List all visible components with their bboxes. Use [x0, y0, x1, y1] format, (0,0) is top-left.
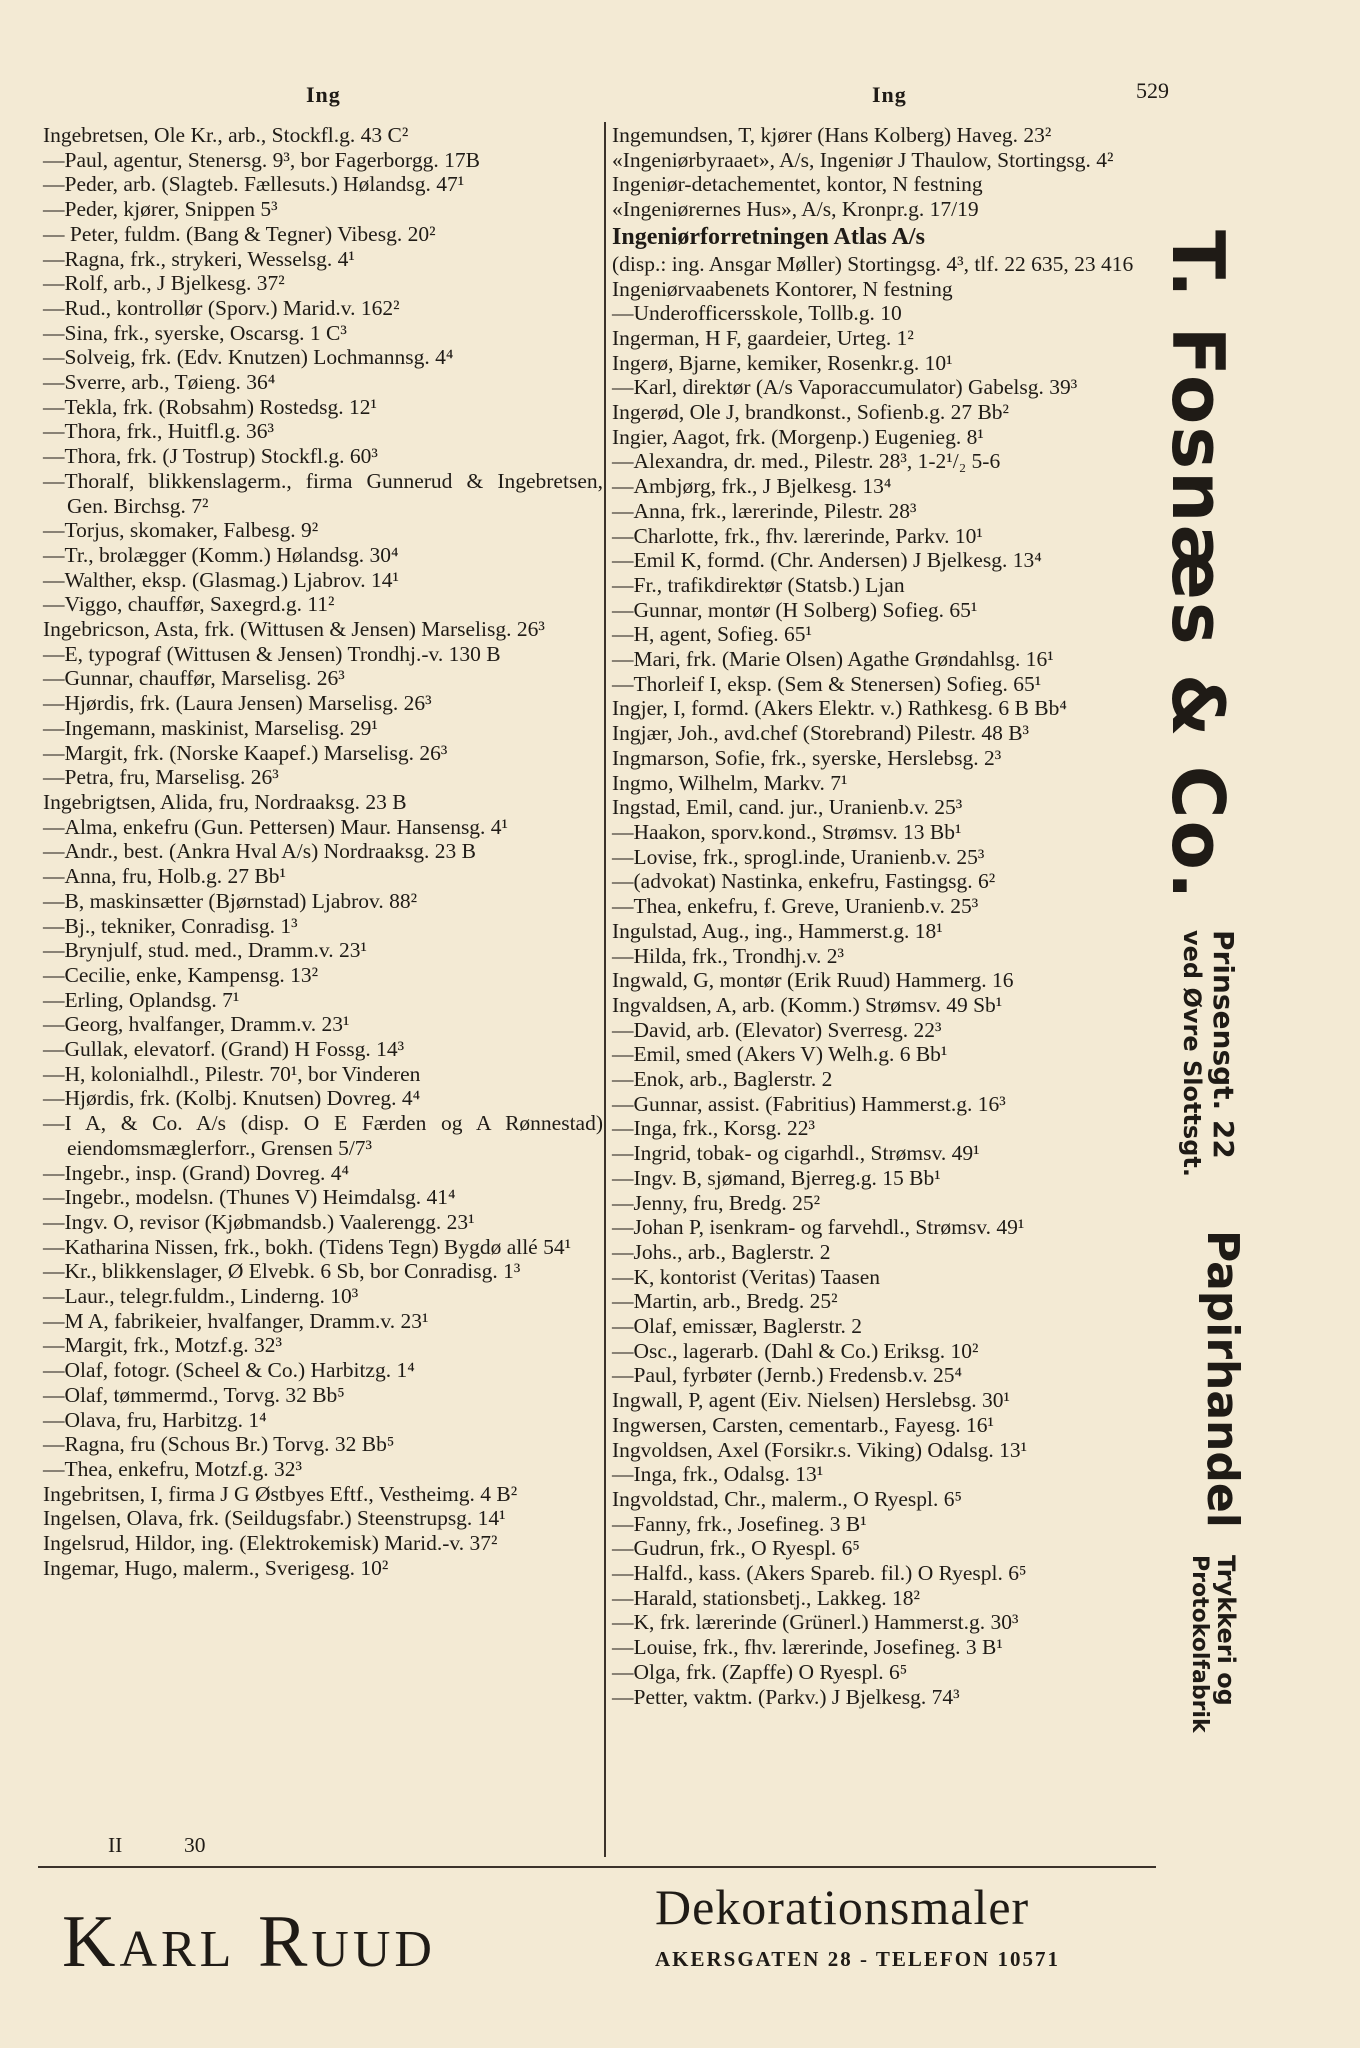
directory-entry: —Margit, frk. (Norske Kaapef.) Marselisg. 26³: [43, 740, 448, 765]
directory-entry: —E, typograf (Wittusen & Jensen) Trondhj.-v. 130 B: [43, 641, 501, 666]
directory-entry: —Alma, enkefru (Gun. Pettersen) Maur. Hansensg. 4¹: [43, 814, 509, 839]
directory-entry: —Andr., best. (Ankra Hval A/s) Nordraaksg. 23 B: [43, 839, 476, 864]
directory-entry: «Ingeniørbyraaet», A/s, Ingeniør J Thaulow, Stortingsg. 4²: [612, 147, 1114, 172]
directory-entry: Ingebretsen, Ole Kr., arb., Stockfl.g. 43 C²: [43, 123, 409, 147]
directory-entry: —Fr., trafikdirektør (Statsb.) Ljan: [612, 572, 905, 597]
directory-entry: —Petra, fru, Marselisg. 26³: [43, 765, 279, 790]
side-ad-trade-line3: Protokolfabrik: [1187, 1555, 1212, 1733]
right-column: [612, 123, 1177, 1709]
directory-entry: —Hjørdis, frk. (Laura Jensen) Marselisg. 26³: [43, 691, 432, 716]
side-ad-company-name: T. Fosnæs & Co.: [1156, 230, 1240, 902]
directory-entry: — Peter, fuldm. (Bang & Tegner) Vibesg. 20²: [43, 221, 436, 246]
directory-entry: —Halfd., kass. (Akers Spareb. fil.) O Ryespl. 6⁵: [612, 1561, 1027, 1586]
directory-entry: —Paul, agentur, Stenersg. 9³, bor Fagerborgg. 17B: [43, 147, 480, 172]
directory-entry: —Olaf, emissær, Baglerstr. 2: [612, 1314, 862, 1339]
directory-entry: —Inga, frk., Odalsg. 13¹: [612, 1462, 824, 1487]
directory-entry: —Olava, fru, Harbitzg. 1⁴: [43, 1407, 267, 1432]
directory-entry: —Martin, arb., Bredg. 25²: [612, 1289, 838, 1314]
directory-entry: —Brynjulf, stud. med., Dramm.v. 23¹: [43, 938, 367, 963]
directory-entry: Ingelsen, Olava, frk. (Seildugsfabr.) Steenstrupsg. 14¹: [43, 1506, 506, 1531]
directory-entry: «Ingeniørernes Hus», A/s, Kronpr.g. 17/19: [612, 197, 979, 222]
directory-entry: —H, kolonialhdl., Pilestr. 70¹, bor Vinderen: [43, 1061, 421, 1086]
page-number: 529: [1136, 78, 1169, 103]
directory-entry: Ingjær, Joh., avd.chef (Storebrand) Pilestr. 48 B³: [612, 721, 1030, 746]
bottom-divider: [38, 1866, 1156, 1868]
directory-entry: Ingerman, H F, gaardeier, Urteg. 1²: [612, 325, 914, 350]
directory-entry: —Thea, enkefru, Motzf.g. 32³: [43, 1456, 302, 1481]
side-ad-address-line1: Prinsensgt. 22: [1207, 930, 1240, 1159]
directory-entry: Ingemundsen, T, kjører (Hans Kolberg) Haveg. 23²: [612, 123, 1052, 147]
directory-entry: —I A, & Co. A/s (disp. O E Færden og A Rønnestad) eiendomsmæglerforr., Grensen 5/7³: [43, 1111, 603, 1160]
directory-entry: Ingemar, Hugo, malerm., Sverigesg. 10²: [43, 1555, 389, 1580]
directory-entry: —Gunnar, montør (H Solberg) Sofieg. 65¹: [612, 597, 978, 622]
directory-entry: —Karl, direktør (A/s Vaporaccumulator) Gabelsg. 39³: [612, 375, 1078, 400]
directory-entry: —Kr., blikkenslager, Ø Elvebk. 6 Sb, bor Conradisg. 1³: [43, 1259, 521, 1284]
directory-entry: —David, arb. (Elevator) Sverresg. 22³: [612, 1017, 942, 1042]
directory-entry: —Ambjørg, frk., J Bjelkesg. 13⁴: [612, 474, 892, 499]
directory-entry: —Ingebr., insp. (Grand) Dovreg. 4⁴: [43, 1160, 350, 1185]
directory-entry: Ingvoldstad, Chr., malerm., O Ryespl. 6⁵: [612, 1486, 963, 1511]
directory-entry: —Charlotte, frk., fhv. lærerinde, Parkv. 10¹: [612, 523, 983, 548]
directory-entry: —Anna, frk., lærerinde, Pilestr. 28³: [612, 498, 917, 523]
directory-entry: Ingmarson, Sofie, frk., syerske, Herslebsg. 2³: [612, 745, 1002, 770]
directory-entry: —Ingebr., modelsn. (Thunes V) Heimdalsg. 41⁴: [43, 1185, 456, 1210]
directory-entry: —Thorleif I, eksp. (Sem & Stenersen) Sofieg. 65¹: [612, 671, 1042, 696]
directory-entry: Ingvaldsen, A, arb. (Komm.) Strømsv. 49 Sb¹: [612, 992, 1003, 1017]
bottom-ad-name: Karl Ruud: [62, 1901, 436, 1983]
directory-entry: —Rolf, arb., J Bjelkesg. 37²: [43, 271, 285, 296]
directory-entry: —Olga, frk. (Zapffe) O Ryespl. 6⁵: [612, 1659, 908, 1684]
directory-entry: —(advokat) Nastinka, enkefru, Fastingsg. 6²: [612, 869, 996, 894]
directory-entry: —Viggo, chauffør, Saxegrd.g. 11²: [43, 592, 335, 617]
directory-entry: —Paul, fyrbøter (Jernb.) Fredensb.v. 25⁴: [612, 1363, 963, 1388]
directory-entry: —Johan P, isenkram- og farvehdl., Strømsv. 49¹: [612, 1215, 1025, 1240]
directory-entry: —Thea, enkefru, f. Greve, Uranienb.v. 25³: [612, 894, 979, 919]
directory-entry: —Solveig, frk. (Edv. Knutzen) Lochmannsg. 4⁴: [43, 345, 454, 370]
directory-entry: —B, maskinsætter (Bjørnstad) Ljabrov. 88²: [43, 888, 418, 913]
directory-entry: —Tekla, frk. (Robsahm) Rostedsg. 12¹: [43, 394, 377, 419]
left-column: [43, 123, 603, 1580]
side-ad-trade-line1: Papirhandel: [1197, 1230, 1248, 1528]
directory-entry: —Jenny, fru, Bredg. 25²: [612, 1190, 821, 1215]
right-column-header: Ing: [872, 82, 907, 107]
directory-entry: —Margit, frk., Motzf.g. 32³: [43, 1333, 282, 1358]
directory-entry: —Mari, frk. (Marie Olsen) Agathe Grøndahlsg. 16¹: [612, 647, 1054, 672]
directory-entry: —Emil, smed (Akers V) Welh.g. 6 Bb¹: [612, 1042, 948, 1067]
directory-entry: —Gunnar, assist. (Fabritius) Hammerst.g. 16³: [612, 1091, 1006, 1116]
directory-entry: Ingeniør-detachementet, kontor, N festning: [612, 172, 983, 197]
directory-entry: —Olaf, tømmermd., Torvg. 32 Bb⁵: [43, 1382, 345, 1407]
directory-entry: —Tr., brolægger (Komm.) Hølandsg. 30⁴: [43, 542, 399, 567]
directory-entry: —Laur., telegr.fuldm., Linderng. 10³: [43, 1284, 359, 1309]
directory-entry: —Louise, frk., fhv. lærerinde, Josefineg. 3 B¹: [612, 1635, 1003, 1660]
directory-entry: Ingelsrud, Hildor, ing. (Elektrokemisk) Marid.-v. 37²: [43, 1531, 498, 1556]
directory-entry: Ingulstad, Aug., ing., Hammerst.g. 18¹: [612, 918, 943, 943]
directory-entry: Ingvoldsen, Axel (Forsikr.s. Viking) Odalsg. 13¹: [612, 1437, 1028, 1462]
directory-entry: —Ingrid, tobak- og cigarhdl., Strømsv. 49¹: [612, 1141, 980, 1166]
directory-entry: —Ingv. O, revisor (Kjøbmandsb.) Vaalerengg. 23¹: [43, 1209, 475, 1234]
directory-entry: —Alexandra, dr. med., Pilestr. 28³, 1-2¹/₂ 5-6: [612, 449, 1001, 474]
directory-entry: —Olaf, fotogr. (Scheel & Co.) Harbitzg. 1⁴: [43, 1358, 415, 1383]
directory-entry: Ingerød, Ole J, brandkonst., Sofienb.g. 27 Bb²: [612, 400, 1009, 425]
directory-entry: —Enok, arb., Baglerstr. 2: [612, 1067, 833, 1092]
bottom-ad-trade: Dekorationsmaler: [655, 1879, 1030, 1935]
directory-entry: —Erling, Oplandsg. 7¹: [43, 987, 240, 1012]
directory-entry: —Ragna, fru (Schous Br.) Torvg. 32 Bb⁵: [43, 1432, 395, 1457]
directory-entry: Ingebricson, Asta, frk. (Wittusen & Jensen) Marselisg. 26³: [43, 617, 545, 642]
directory-entry: —Walther, eksp. (Glasmag.) Ljabrov. 14¹: [43, 567, 399, 592]
directory-entry: —K, frk. lærerinde (Grünerl.) Hammerst.g. 30³: [612, 1610, 1019, 1635]
directory-entry: —Anna, fru, Holb.g. 27 Bb¹: [43, 864, 286, 889]
directory-entry: Ingjer, I, formd. (Akers Elektr. v.) Rathkesg. 6 B Bb⁴: [612, 696, 1067, 721]
directory-entry: —Bj., tekniker, Conradisg. 1³: [43, 913, 298, 938]
signature-mark-right: 30: [184, 1833, 206, 1857]
directory-entry: —Rud., kontrollør (Sporv.) Marid.v. 162²: [43, 295, 400, 320]
directory-entry: —Ingemann, maskinist, Marselisg. 29¹: [43, 715, 378, 740]
directory-entry: Ingwall, P, agent (Eiv. Nielsen) Herslebsg. 30¹: [612, 1388, 1010, 1413]
directory-entry: —K, kontorist (Veritas) Taasen: [612, 1264, 880, 1289]
directory-entry: —Haakon, sporv.kond., Strømsv. 13 Bb¹: [612, 819, 962, 844]
directory-entry: —Thora, frk. (J Tostrup) Stockfl.g. 60³: [43, 444, 378, 469]
directory-entry: —Osc., lagerarb. (Dahl & Co.) Eriksg. 10²: [612, 1338, 979, 1363]
directory-entry: —Thoralf, blikkenslagerm., firma Gunnerud & Ingebretsen, Gen. Birchsg. 7²: [43, 468, 603, 518]
directory-entry: —Torjus, skomaker, Falbesg. 9²: [43, 518, 319, 543]
directory-entry: Ingerø, Bjarne, kemiker, Rosenkr.g. 10¹: [612, 350, 953, 375]
directory-entry: Ingebrigtsen, Alida, fru, Nordraaksg. 23 B: [43, 789, 407, 814]
directory-entry: —Harald, stationsbetj., Lakkeg. 18²: [612, 1585, 920, 1610]
bottom-ad-address: AKERSGATEN 28 - TELEFON 10571: [655, 1947, 1060, 1971]
directory-entry: Ingier, Aagot, frk. (Morgenp.) Eugenieg. 8¹: [612, 424, 984, 449]
directory-entry: —Ragna, frk., strykeri, Wesselsg. 4¹: [43, 246, 355, 271]
directory-entry: Ingwersen, Carsten, cementarb., Fayesg. 16¹: [612, 1412, 994, 1437]
directory-entry: Ingstad, Emil, cand. jur., Uranienb.v. 25³: [612, 795, 963, 820]
directory-entry: —Underofficersskole, Tollb.g. 10: [612, 301, 902, 326]
directory-entry: —Lovise, frk., sprogl.inde, Uranienb.v. 25³: [612, 844, 985, 869]
directory-entry: Ingmo, Wilhelm, Markv. 7¹: [612, 770, 848, 795]
directory-entry: Ingwald, G, montør (Erik Ruud) Hammerg. 16: [612, 968, 1014, 993]
column-divider: [604, 122, 606, 1857]
directory-entry: —Gunnar, chauffør, Marselisg. 26³: [43, 666, 345, 691]
directory-entry: —Inga, frk., Korsg. 22³: [612, 1116, 815, 1141]
left-column-header: Ing: [306, 82, 341, 107]
directory-entry: —Ingv. B, sjømand, Bjerreg.g. 15 Bb¹: [612, 1165, 941, 1190]
directory-entry: Ingeniørvaabenets Kontorer, N festning: [612, 276, 953, 301]
directory-entry: —Hilda, frk., Trondhj.v. 2³: [612, 943, 845, 968]
directory-entry: —Hjørdis, frk. (Kolbj. Knutsen) Dovreg. 4⁴: [43, 1086, 421, 1111]
directory-entry: —Emil K, formd. (Chr. Andersen) J Bjelkesg. 13⁴: [612, 548, 1042, 573]
directory-entry: —H, agent, Sofieg. 65¹: [612, 622, 812, 647]
signature-mark-left: II: [108, 1833, 123, 1857]
directory-entry: —Cecilie, enke, Kampensg. 13²: [43, 962, 319, 987]
directory-entry: —Gullak, elevatorf. (Grand) H Fossg. 14³: [43, 1037, 405, 1062]
directory-entry: —Johs., arb., Baglerstr. 2: [612, 1239, 831, 1264]
side-ad-address-line2: ved Øvre Slottsgt.: [1178, 930, 1206, 1177]
directory-entry: (disp.: ing. Ansgar Møller) Stortingsg. 4³, tlf. 22 635, 23 416: [612, 251, 1134, 276]
directory-entry: —Peder, arb. (Slagteb. Fællesuts.) Hølandsg. 47¹: [43, 172, 465, 197]
directory-entry: —Fanny, frk., Josefineg. 3 B¹: [612, 1511, 867, 1536]
directory-entry: —Peder, kjører, Snippen 5³: [43, 197, 278, 222]
side-ad-trade-line2: Trykkeri og: [1212, 1555, 1240, 1706]
directory-entry: —Georg, hvalfanger, Dramm.v. 23¹: [43, 1012, 350, 1037]
directory-entry: —M A, fabrikeier, hvalfanger, Dramm.v. 23¹: [43, 1308, 429, 1333]
directory-entry-highlight: Ingeniørforretningen Atlas A/s: [612, 223, 925, 250]
directory-entry: —Petter, vaktm. (Parkv.) J Bjelkesg. 74³: [612, 1684, 960, 1709]
directory-entry: —Gudrun, frk., O Ryespl. 6⁵: [612, 1536, 860, 1561]
directory-entry: —Thora, frk., Huitfl.g. 36³: [43, 419, 274, 444]
directory-entry: —Sina, frk., syerske, Oscarsg. 1 C³: [43, 320, 347, 345]
directory-entry: —Katharina Nissen, frk., bokh. (Tidens Tegn) Bygdø allé 54¹: [43, 1234, 572, 1259]
directory-entry: —Sverre, arb., Tøieng. 36⁴: [43, 370, 276, 395]
directory-entry: Ingebritsen, I, firma J G Østbyes Eftf., Vestheimg. 4 B²: [43, 1481, 518, 1506]
